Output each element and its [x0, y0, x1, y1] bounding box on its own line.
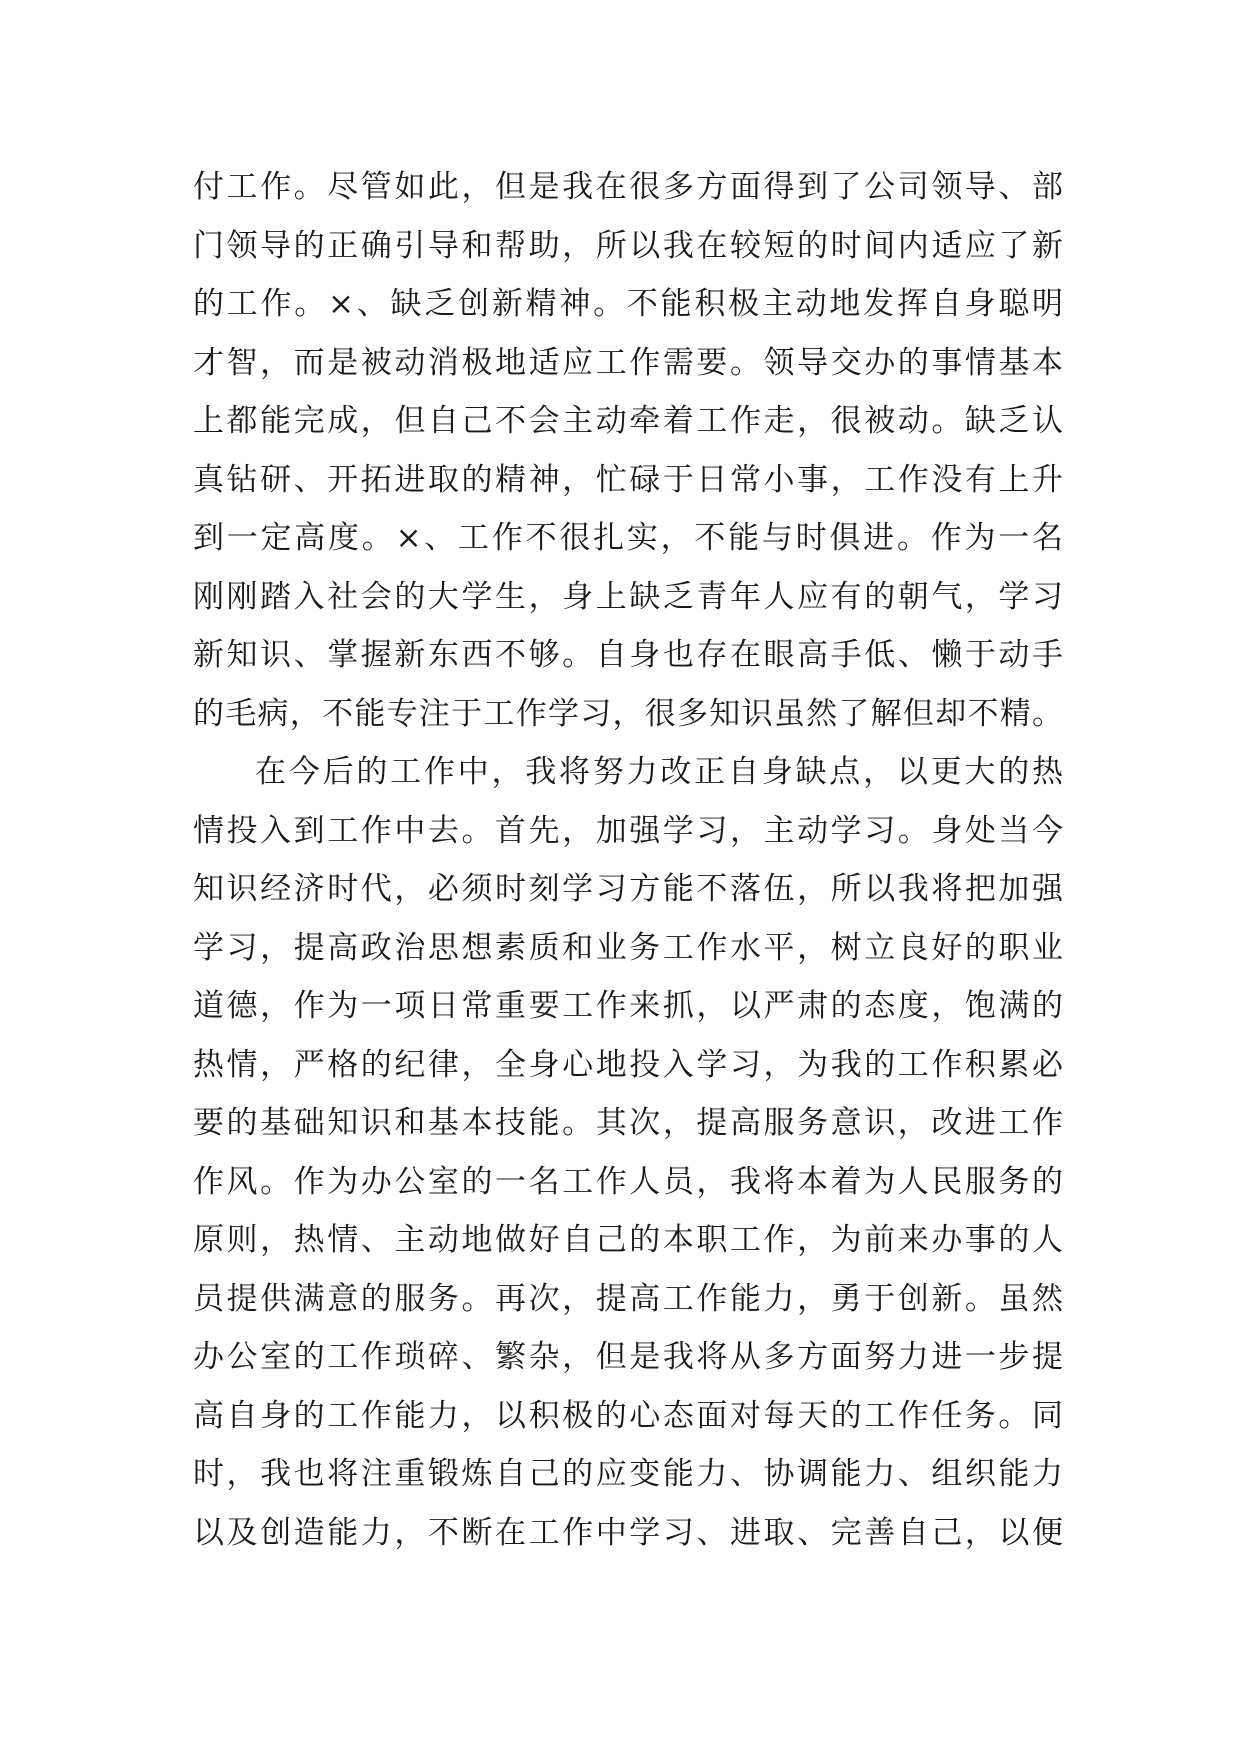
- body-text: [193, 158, 1063, 1562]
- text-line: 门领导的正确引导和帮助，所以我在较短的时间内适应了新: [193, 227, 1063, 264]
- text-line: 作风。作为办公室的一名工作人员，我将本着为人民服务的: [193, 1163, 1063, 1200]
- text-line: 热情，严格的纪律，全身心地投入学习，为我的工作积累必: [193, 1046, 1063, 1083]
- text-line: 知识经济时代，必须时刻学习方能不落伍，所以我将把加强: [193, 871, 1063, 907]
- text-line: 刚刚踏入社会的大学生，身上缺乏青年人应有的朝气，学习: [193, 578, 1063, 615]
- text-line: 情投入到工作中去。首先，加强学习，主动学习。身处当今: [193, 812, 1063, 849]
- text-line: 原则，热情、主动地做好自己的本职工作，为前来办事的人: [193, 1222, 1063, 1258]
- text-line: 员提供满意的服务。再次，提高工作能力，勇于创新。虽然: [193, 1280, 1063, 1317]
- paragraph-2: [193, 743, 1063, 1562]
- text-line: 时，我也将注重锻炼自己的应变能力、协调能力、组织能力: [193, 1456, 1063, 1492]
- text-line: 在今后的工作中，我将努力改正自身缺点，以更大的热: [255, 754, 1063, 790]
- text-line: 办公室的工作琐碎、繁杂，但是我将从多方面努力进一步提: [193, 1339, 1063, 1375]
- text-line: 的毛病，不能专注于工作学习，很多知识虽然了解但却不精。: [193, 695, 1063, 732]
- text-line: 真钻研、开拓进取的精神，忙碌于日常小事，工作没有上升: [193, 461, 1063, 498]
- text-line: 以及创造能力，不断在工作中学习、进取、完善自己，以便: [193, 1514, 1063, 1551]
- text-line: 学习，提高政治思想素质和业务工作水平，树立良好的职业: [193, 929, 1063, 966]
- text-line: 道德，作为一项日常重要工作来抓，以严肃的态度，饱满的: [193, 988, 1063, 1024]
- text-line: 付工作。尽管如此，但是我在很多方面得到了公司领导、部: [193, 169, 1063, 205]
- text-line: 到一定高度。×、工作不很扎实，不能与时俱进。作为一名: [193, 520, 1063, 556]
- text-line: 上都能完成，但自己不会主动牵着工作走，很被动。缺乏认: [193, 403, 1063, 439]
- text-line: 新知识、掌握新东西不够。自身也存在眼高手低、懒于动手: [193, 637, 1063, 673]
- paragraph-1: [193, 158, 1063, 743]
- text-line: 要的基础知识和基本技能。其次，提高服务意识，改进工作: [193, 1105, 1063, 1141]
- text-line: 的工作。×、缺乏创新精神。不能积极主动地发挥自身聪明: [193, 286, 1063, 322]
- text-line: 才智，而是被动消极地适应工作需要。领导交办的事情基本: [193, 344, 1063, 381]
- text-line: 高自身的工作能力，以积极的心态面对每天的工作任务。同: [193, 1397, 1063, 1434]
